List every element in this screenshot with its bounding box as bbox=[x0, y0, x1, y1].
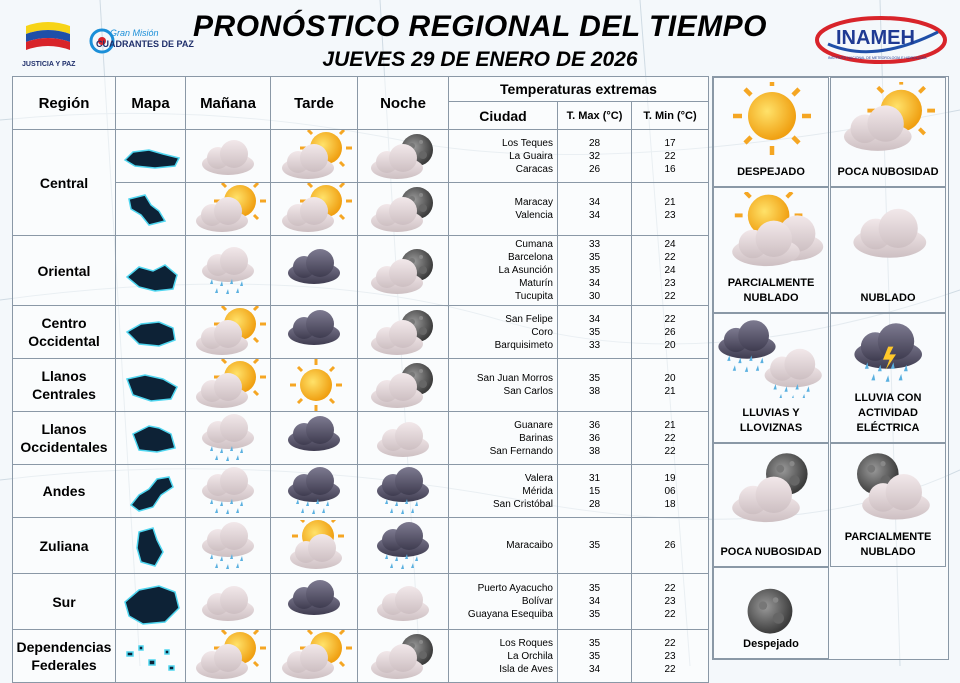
afternoon-forecast bbox=[271, 359, 358, 412]
tmax-value: 35 bbox=[588, 540, 601, 551]
city-name: Guanare bbox=[514, 419, 553, 431]
rain-cloud-icon bbox=[186, 412, 270, 464]
city-name: Mérida bbox=[522, 485, 553, 497]
tmax-value: 15 bbox=[588, 485, 601, 497]
inameh-name: INAMEH bbox=[836, 27, 915, 49]
region-name: Oriental bbox=[13, 236, 116, 306]
page-date: JUEVES 29 DE ENERO DE 2026 bbox=[322, 48, 638, 71]
legend-item bbox=[830, 443, 946, 567]
header-temps: Temperaturas extremas bbox=[449, 77, 709, 102]
cloud-icon bbox=[831, 192, 945, 272]
dark-rain-cloud-icon bbox=[361, 465, 445, 517]
tmax-list bbox=[558, 412, 632, 465]
afternoon-forecast bbox=[271, 183, 358, 236]
city-list bbox=[449, 183, 558, 236]
tmax-value: 38 bbox=[588, 445, 601, 457]
legend-label: POCA NUBOSIDAD bbox=[720, 546, 822, 558]
tmin-value: 22 bbox=[664, 252, 676, 263]
city-list bbox=[449, 518, 558, 574]
tmax-list bbox=[558, 630, 632, 683]
header-morning: Mañana bbox=[186, 77, 271, 130]
header-tmax: T. Max (°C) bbox=[558, 102, 632, 130]
tmax-list bbox=[558, 183, 632, 236]
region-map bbox=[116, 574, 186, 630]
tmin-value: 22 bbox=[664, 609, 676, 620]
forecast-row bbox=[13, 630, 709, 683]
forecast-row bbox=[13, 130, 709, 183]
tmax-value: 31 bbox=[588, 472, 601, 484]
dark-cloud-icon bbox=[272, 245, 356, 297]
city-list bbox=[449, 130, 558, 183]
header-region: Región bbox=[13, 77, 116, 130]
legend-item bbox=[830, 313, 946, 443]
storm-icon bbox=[831, 318, 945, 398]
tmin-value: 22 bbox=[664, 445, 676, 457]
tmax-value: 36 bbox=[588, 432, 601, 444]
tmax-value: 35 bbox=[588, 583, 601, 594]
city-list bbox=[449, 236, 558, 306]
night-forecast bbox=[358, 574, 449, 630]
city-name: Barinas bbox=[519, 432, 553, 444]
tmin-list bbox=[632, 574, 709, 630]
afternoon-forecast bbox=[271, 465, 358, 518]
tmin-value: 26 bbox=[664, 326, 676, 338]
tmin-value: 18 bbox=[664, 498, 676, 510]
region-map bbox=[116, 359, 186, 412]
legend-label: NUBLADO bbox=[860, 292, 916, 304]
sun-icon bbox=[714, 82, 828, 162]
tmax-list bbox=[558, 518, 632, 574]
region-name: Llanos Centrales bbox=[13, 359, 116, 412]
forecast-row bbox=[13, 518, 709, 574]
city-name: Barquisimeto bbox=[494, 339, 553, 351]
tmin-value: 21 bbox=[664, 197, 676, 208]
dark-rain-cloud-icon bbox=[272, 465, 356, 517]
morning-forecast bbox=[186, 306, 271, 359]
forecast-row bbox=[13, 412, 709, 465]
city-name: La Asunción bbox=[498, 265, 553, 276]
tmax-list bbox=[558, 465, 632, 518]
city-name: Valencia bbox=[515, 210, 553, 221]
moon-cloud-icon bbox=[361, 359, 445, 411]
region-map bbox=[116, 630, 186, 683]
legend-label: PARCIALMENTE NUBLADO bbox=[727, 277, 815, 304]
city-list bbox=[449, 412, 558, 465]
tmax-value: 30 bbox=[588, 291, 601, 302]
legend-item bbox=[713, 443, 829, 567]
sun-cloud-icon bbox=[831, 82, 945, 162]
legend-item bbox=[830, 187, 946, 313]
legend-panel bbox=[712, 76, 949, 660]
morning-forecast bbox=[186, 236, 271, 306]
city-list bbox=[449, 465, 558, 518]
forecast-row bbox=[13, 306, 709, 359]
city-name: Los Roques bbox=[499, 637, 553, 649]
tmin-list bbox=[632, 306, 709, 359]
legend-item bbox=[713, 567, 829, 659]
moon-cloud-icon bbox=[361, 306, 445, 358]
city-name: Valera bbox=[524, 472, 553, 484]
city-name: Caracas bbox=[515, 163, 553, 175]
city-name: Maturín bbox=[519, 278, 553, 289]
forecast-row bbox=[13, 183, 709, 236]
sun-cloud-icon bbox=[186, 359, 270, 411]
tmax-value: 34 bbox=[588, 197, 601, 208]
region-name: Andes bbox=[13, 465, 116, 518]
inameh-logo bbox=[814, 14, 949, 68]
page-title: PRONÓSTICO REGIONAL DEL TIEMPO bbox=[193, 10, 767, 43]
tmin-value: 23 bbox=[664, 210, 676, 221]
region-map bbox=[116, 306, 186, 359]
tmin-value: 24 bbox=[664, 239, 676, 250]
mision-line1: Gran Misión bbox=[110, 28, 159, 38]
header-map: Mapa bbox=[116, 77, 186, 130]
night-forecast bbox=[358, 183, 449, 236]
tmax-value: 26 bbox=[588, 163, 601, 175]
tmax-list bbox=[558, 359, 632, 412]
legend-item bbox=[830, 77, 946, 187]
city-name: Guayana Esequiba bbox=[467, 609, 553, 620]
cloud-icon bbox=[361, 412, 445, 464]
tmax-value: 34 bbox=[588, 278, 601, 289]
tmin-value: 22 bbox=[664, 150, 676, 162]
region-map-icon bbox=[119, 308, 183, 356]
sun-icon bbox=[272, 359, 356, 411]
tmin-value: 19 bbox=[664, 472, 676, 484]
region-map-icon bbox=[119, 522, 183, 570]
tmin-value: 22 bbox=[664, 663, 676, 675]
region-name: Llanos Occidentales bbox=[13, 412, 116, 465]
city-list bbox=[449, 359, 558, 412]
tmin-list bbox=[632, 359, 709, 412]
tmin-list bbox=[632, 412, 709, 465]
sun-cloud-icon bbox=[186, 306, 270, 358]
morning-forecast bbox=[186, 518, 271, 574]
city-list bbox=[449, 306, 558, 359]
sun-cloud-icon bbox=[186, 183, 270, 235]
region-map-icon bbox=[119, 185, 183, 233]
city-name: San Juan Morros bbox=[476, 373, 553, 384]
cloud-icon bbox=[186, 576, 270, 628]
region-map bbox=[116, 130, 186, 183]
legend-label: LLUVIA CON ACTIVIDAD ELÉCTRICA bbox=[854, 392, 922, 434]
tmin-value: 26 bbox=[664, 540, 676, 551]
night-forecast bbox=[358, 130, 449, 183]
night-forecast bbox=[358, 465, 449, 518]
tmax-value: 35 bbox=[588, 265, 601, 276]
tmax-value: 32 bbox=[588, 150, 601, 162]
afternoon-forecast bbox=[271, 518, 358, 574]
moon-cloud-icon bbox=[714, 448, 828, 528]
city-name: Barcelona bbox=[507, 252, 553, 263]
night-forecast bbox=[358, 359, 449, 412]
tmin-value: 21 bbox=[664, 386, 676, 397]
tmax-value: 28 bbox=[588, 137, 601, 149]
morning-forecast bbox=[186, 574, 271, 630]
city-list bbox=[449, 630, 558, 683]
legend-label: POCA NUBOSIDAD bbox=[837, 166, 939, 178]
moon-cloud-icon bbox=[361, 183, 445, 235]
tmin-value: 22 bbox=[664, 637, 676, 649]
region-map-icon bbox=[119, 247, 183, 295]
tmax-value: 35 bbox=[588, 373, 601, 384]
tmin-value: 22 bbox=[664, 313, 676, 325]
dark-cloud-icon bbox=[272, 306, 356, 358]
rain-cloud-icon bbox=[186, 465, 270, 517]
city-name: La Orchila bbox=[507, 650, 553, 662]
tmin-value: 24 bbox=[664, 265, 676, 276]
legend-item bbox=[713, 313, 829, 443]
city-name: Cumana bbox=[515, 239, 553, 250]
tmin-value: 17 bbox=[664, 137, 676, 149]
tmin-value: 21 bbox=[664, 419, 676, 431]
tmin-list bbox=[632, 183, 709, 236]
morning-forecast bbox=[186, 183, 271, 236]
afternoon-forecast bbox=[271, 630, 358, 683]
justicia-caption: JUSTICIA Y PAZ bbox=[22, 61, 76, 68]
tmin-list bbox=[632, 130, 709, 183]
city-name: Los Teques bbox=[502, 137, 553, 149]
tmin-value: 23 bbox=[664, 650, 676, 662]
tmax-value: 35 bbox=[588, 252, 601, 263]
legend-item bbox=[713, 77, 829, 187]
city-name: Tucupita bbox=[515, 291, 553, 302]
forecast-row bbox=[13, 465, 709, 518]
tmax-value: 34 bbox=[588, 596, 601, 607]
afternoon-forecast bbox=[271, 130, 358, 183]
rain-cloud-icon bbox=[186, 245, 270, 297]
tmax-value: 35 bbox=[588, 637, 601, 649]
city-name: Puerto Ayacucho bbox=[477, 583, 553, 594]
tmax-list bbox=[558, 306, 632, 359]
afternoon-forecast bbox=[271, 306, 358, 359]
header-afternoon: Tarde bbox=[271, 77, 358, 130]
region-map bbox=[116, 236, 186, 306]
legend-item bbox=[713, 187, 829, 313]
tmin-value: 06 bbox=[664, 485, 676, 497]
night-forecast bbox=[358, 236, 449, 306]
partly-cloudy-icon bbox=[714, 192, 828, 272]
tmax-value: 38 bbox=[588, 386, 601, 397]
forecast-table bbox=[12, 76, 709, 683]
tmin-list bbox=[632, 465, 709, 518]
city-name: San Felipe bbox=[505, 313, 553, 325]
city-list bbox=[449, 574, 558, 630]
region-map bbox=[116, 465, 186, 518]
tmax-value: 33 bbox=[588, 339, 601, 351]
tmax-list bbox=[558, 574, 632, 630]
tmax-value: 28 bbox=[588, 498, 601, 510]
city-name: Bolívar bbox=[521, 596, 553, 607]
city-name: Maracaibo bbox=[506, 540, 553, 551]
afternoon-forecast bbox=[271, 236, 358, 306]
afternoon-forecast bbox=[271, 574, 358, 630]
region-map-icon bbox=[119, 467, 183, 515]
morning-forecast bbox=[186, 359, 271, 412]
header-city: Ciudad bbox=[449, 102, 558, 130]
city-name: San Fernando bbox=[489, 445, 553, 457]
city-name: Maracay bbox=[514, 197, 553, 208]
tmax-list bbox=[558, 236, 632, 306]
sun-cloud-icon bbox=[186, 630, 270, 682]
night-forecast bbox=[358, 412, 449, 465]
city-name: Isla de Aves bbox=[499, 663, 553, 675]
tmax-list bbox=[558, 130, 632, 183]
mision-line2: CUADRANTES DE PAZ bbox=[96, 39, 194, 49]
dark-cloud-icon bbox=[272, 576, 356, 628]
tmin-value: 22 bbox=[664, 432, 676, 444]
tmax-value: 34 bbox=[588, 313, 601, 325]
cloud-icon bbox=[361, 576, 445, 628]
header-tmin: T. Min (°C) bbox=[632, 102, 709, 130]
tmin-value: 20 bbox=[664, 373, 676, 384]
morning-forecast bbox=[186, 412, 271, 465]
tmax-value: 35 bbox=[588, 326, 601, 338]
moon-partly-icon bbox=[831, 448, 945, 528]
tmin-list bbox=[632, 630, 709, 683]
tmin-value: 23 bbox=[664, 596, 676, 607]
region-map-icon bbox=[119, 578, 183, 626]
region-map-icon bbox=[119, 632, 183, 680]
night-forecast bbox=[358, 518, 449, 574]
region-name: Dependencias Federales bbox=[13, 630, 116, 683]
inameh-subtitle: INSTITUTO NACIONAL DE METEOROLOGÍA E HIDROLOGÍA bbox=[828, 56, 927, 60]
tmax-value: 33 bbox=[588, 239, 601, 250]
sun-cloud-icon bbox=[272, 130, 356, 182]
forecast-row bbox=[13, 574, 709, 630]
region-map bbox=[116, 183, 186, 236]
night-forecast bbox=[358, 630, 449, 683]
sun-cloud-icon bbox=[272, 520, 356, 572]
afternoon-forecast bbox=[271, 412, 358, 465]
tmin-value: 20 bbox=[664, 339, 676, 351]
tmax-value: 34 bbox=[588, 663, 601, 675]
legend-label: PARCIALMENTE NUBLADO bbox=[844, 531, 932, 558]
region-name: Zuliana bbox=[13, 518, 116, 574]
sun-cloud-icon bbox=[272, 630, 356, 682]
rain-icon bbox=[714, 318, 828, 398]
tmin-value: 23 bbox=[664, 278, 676, 289]
region-map-icon bbox=[119, 132, 183, 180]
dark-rain-cloud-icon bbox=[361, 520, 445, 572]
cloud-icon bbox=[186, 130, 270, 182]
moon-cloud-icon bbox=[361, 630, 445, 682]
forecast-row bbox=[13, 359, 709, 412]
sun-cloud-icon bbox=[272, 183, 356, 235]
city-name: Coro bbox=[531, 326, 553, 338]
tmax-value: 35 bbox=[588, 650, 601, 662]
tmin-list bbox=[632, 518, 709, 574]
tmin-list bbox=[632, 236, 709, 306]
morning-forecast bbox=[186, 465, 271, 518]
region-name: Sur bbox=[13, 574, 116, 630]
tmax-value: 36 bbox=[588, 419, 601, 431]
forecast-row bbox=[13, 236, 709, 306]
dark-cloud-icon bbox=[272, 412, 356, 464]
city-name: San Cristóbal bbox=[492, 498, 553, 510]
legend-label: LLUVIAS Y LLOVIZNAS bbox=[739, 407, 803, 434]
header-night: Noche bbox=[358, 77, 449, 130]
moon-cloud-icon bbox=[361, 130, 445, 182]
region-name: Centro Occidental bbox=[13, 306, 116, 359]
region-map-icon bbox=[119, 414, 183, 462]
moon-cloud-icon bbox=[361, 245, 445, 297]
tmax-value: 34 bbox=[588, 210, 601, 221]
tmin-value: 22 bbox=[664, 291, 676, 302]
region-map bbox=[116, 518, 186, 574]
tmin-value: 22 bbox=[664, 583, 676, 594]
region-name: Central bbox=[13, 130, 116, 236]
region-map bbox=[116, 412, 186, 465]
city-name: La Guaira bbox=[509, 150, 553, 162]
night-forecast bbox=[358, 306, 449, 359]
morning-forecast bbox=[186, 130, 271, 183]
morning-forecast bbox=[186, 630, 271, 683]
legend-label: Despejado bbox=[743, 638, 799, 650]
tmin-value: 16 bbox=[664, 163, 676, 175]
city-name: San Carlos bbox=[503, 386, 553, 397]
rain-cloud-icon bbox=[186, 520, 270, 572]
legend-label: DESPEJADO bbox=[737, 166, 805, 178]
region-map-icon bbox=[119, 361, 183, 409]
tmax-value: 35 bbox=[588, 609, 601, 620]
